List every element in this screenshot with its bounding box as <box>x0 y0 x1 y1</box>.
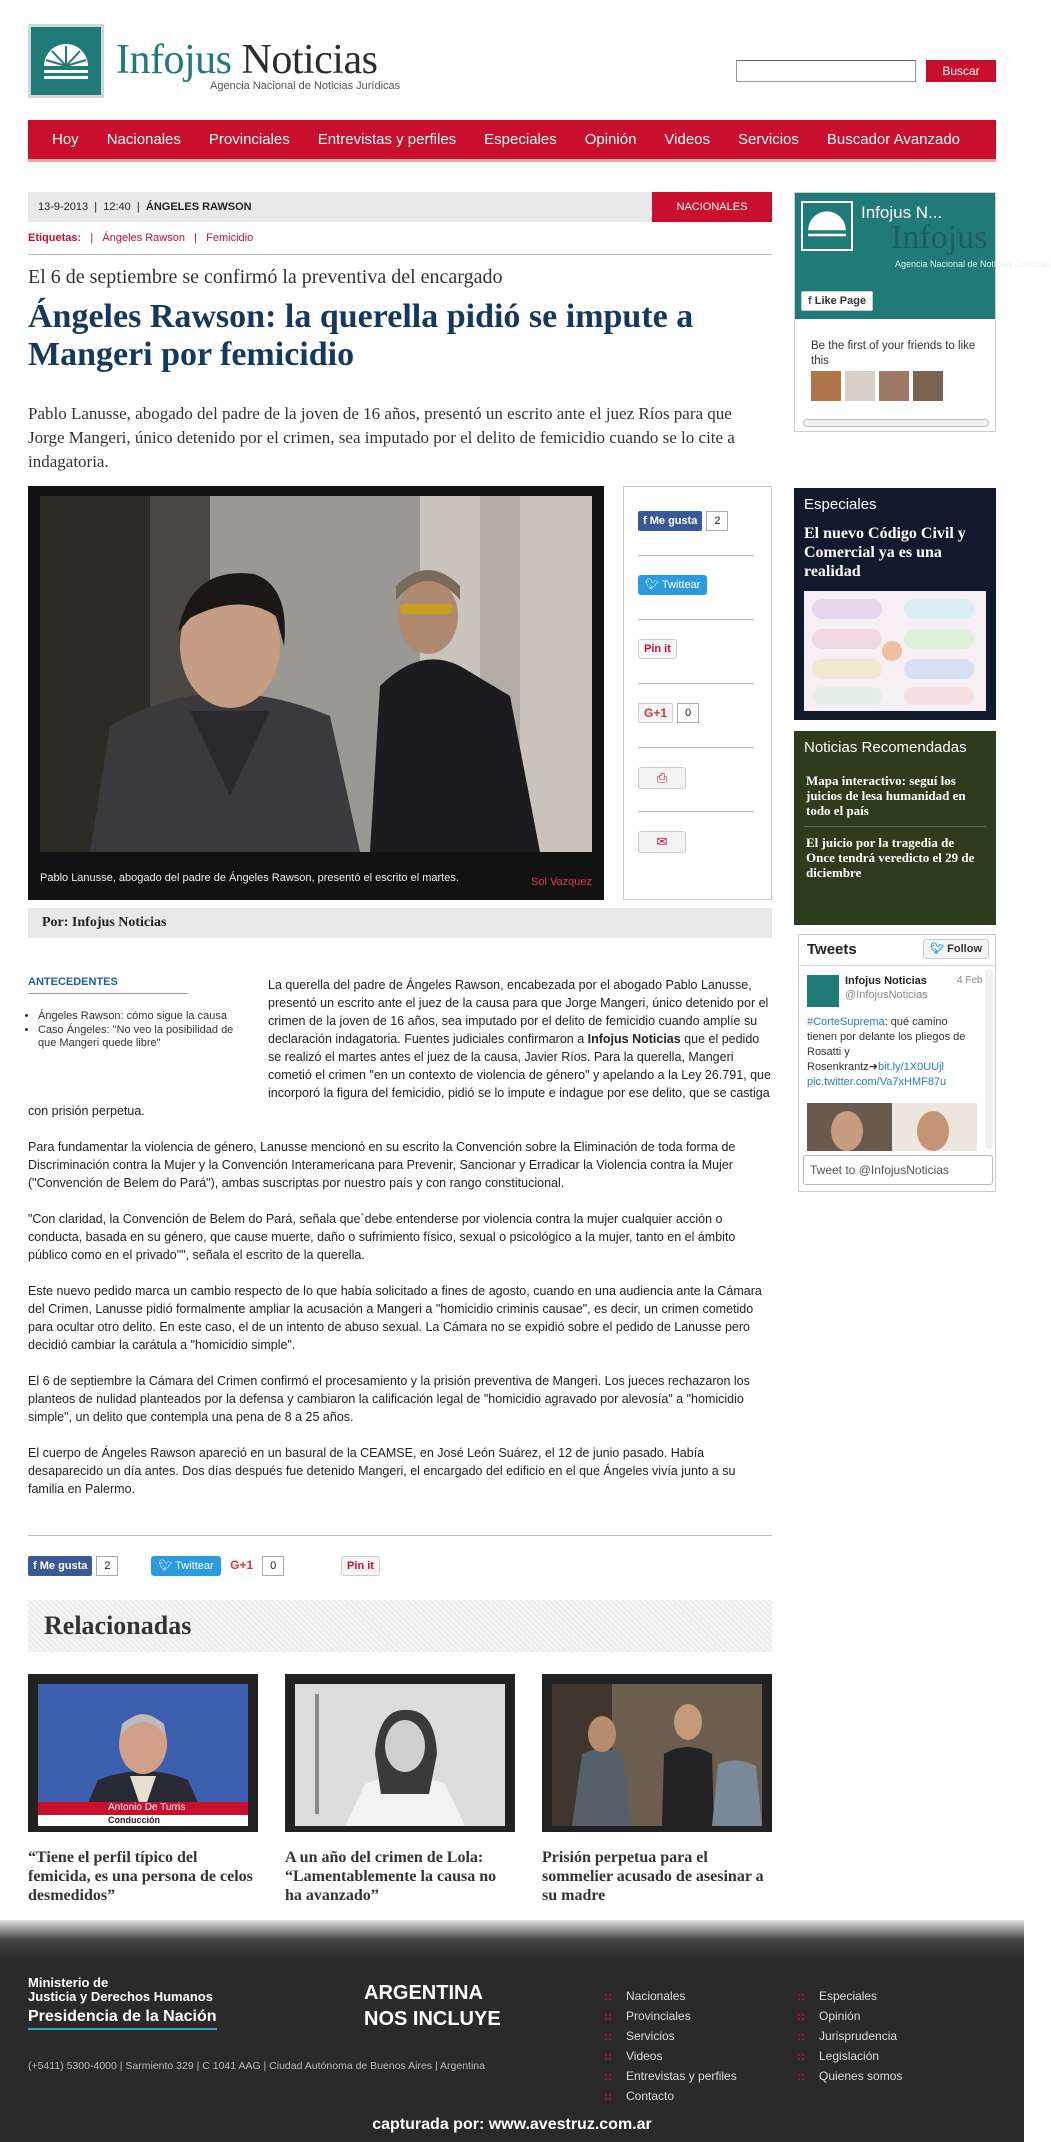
facebook-like-button[interactable] <box>28 1556 92 1576</box>
section-badge[interactable]: NACIONALES <box>652 192 772 222</box>
antecedentes-title: ANTECEDENTES <box>28 976 118 988</box>
article-photo-frame <box>28 486 604 900</box>
related-title[interactable]: A un año del crimen de Lola: “Lamentablemente la causa no ha avanzado” <box>285 1849 497 1904</box>
photo-caption: Pablo Lanusse, abogado del padre de Ángeles Rawson, presentó el escrito el martes. <box>40 872 459 884</box>
fb-like-page-label: Like Page <box>814 295 867 307</box>
site-footer <box>0 1920 1024 2142</box>
logo-emblem-icon[interactable] <box>28 24 104 98</box>
twitter-follow-button[interactable] <box>923 939 989 959</box>
fb-friends-text: Be the first of your friends to like this <box>811 340 976 367</box>
body-paragraph: Para fundamentar la violencia de género, Lanusse mencionó en su escrito la Convención sobre la Eliminación de toda forma de Discriminación contra la Mujer y la Convención Interamericana para Prevenir, Sancionar y Erradicar la Violencia contra la Mujer ("Convención de Belem do Pará"), ambas suscriptas por nuestro país y con rango constitucional. <box>28 1140 736 1190</box>
logo-word-noticias: Noticias <box>231 37 378 83</box>
especiales-title[interactable]: El nuevo Código Civil y Comercial ya es una realidad <box>804 525 966 580</box>
related-image[interactable] <box>285 1674 515 1832</box>
related-heading: Relacionadas <box>28 1600 772 1652</box>
related-card[interactable] <box>542 1674 772 1905</box>
print-button[interactable] <box>638 767 686 789</box>
fb-like-count: 2 <box>96 1556 118 1576</box>
tweet-hashtag[interactable]: #CorteSuprema <box>807 1016 885 1028</box>
nav-item-provinciales[interactable]: Provinciales <box>208 131 290 148</box>
fb-cover-logo: Infojus <box>891 219 988 256</box>
article-photo[interactable] <box>40 496 592 852</box>
fb-page-name[interactable]: Infojus N... <box>861 203 943 222</box>
article-byline: Por: Infojus Noticias <box>28 908 772 938</box>
facebook-icon: f <box>808 295 815 307</box>
tags-row: Etiquetas: | Ángeles Rawson | Femicidio <box>28 232 254 244</box>
tweet-button[interactable] <box>151 1556 220 1576</box>
follow-label: Follow <box>947 943 982 955</box>
tweet-handle: @InfojusNoticias <box>845 989 928 1001</box>
footer-argentina: ARGENTINA <box>364 1982 483 2004</box>
recomendada-link[interactable]: El juicio por la tragedia de Once tendrá veredicto el 29 de diciembre <box>806 835 975 880</box>
envelope-icon: ✉ <box>656 834 668 849</box>
google-plus-button[interactable]: G+1 <box>638 703 673 723</box>
fb-like-page-button[interactable] <box>801 291 873 311</box>
footer-link[interactable]: :: Opinión <box>797 2006 902 2026</box>
tags-label: Etiquetas: <box>28 232 82 244</box>
search-input[interactable] <box>736 60 916 82</box>
site-header <box>28 24 996 104</box>
footer-link[interactable]: :: Videos <box>604 2046 737 2066</box>
avatar[interactable] <box>913 371 943 401</box>
avatar[interactable] <box>811 371 841 401</box>
recomendada-link[interactable]: Mapa interactivo: seguí los juicios de lesa humanidad en todo el país <box>806 773 966 818</box>
footer-ministerio[interactable]: Ministerio de Justicia y Derechos Humanos <box>28 1975 213 2004</box>
footer-link[interactable]: :: Especiales <box>797 1986 902 2006</box>
article-kicker: El 6 de septiembre se confirmó la preventiva del encargado <box>28 266 503 288</box>
recomendadas-box <box>794 731 996 925</box>
related-card[interactable] <box>285 1674 515 1905</box>
capture-watermark: capturada por: www.avestruz.com.ar <box>372 2116 652 2133</box>
share-bar-bottom <box>28 1556 772 1578</box>
especiales-box <box>794 488 996 720</box>
antecedentes-link[interactable]: Ángeles Rawson: cómo sigue la causa <box>38 1010 227 1022</box>
footer-link[interactable]: :: Contacto <box>604 2086 737 2106</box>
tweet-label: Twittear <box>175 1560 214 1572</box>
nav-item-buscador[interactable]: Buscador Avanzado <box>826 131 961 148</box>
especiales-image[interactable] <box>804 591 986 711</box>
avatar[interactable] <box>845 371 875 401</box>
gplus-count: 0 <box>262 1556 284 1576</box>
article-headline: Ángeles Rawson: la querella pidió se impute a Mangeri por femicidio <box>28 298 694 373</box>
fb-like-count: 2 <box>706 511 728 531</box>
logo-tagline: Agencia Nacional de Noticias Jurídicas <box>210 80 401 92</box>
footer-link[interactable]: :: Quienes somos <box>797 2066 902 2086</box>
divider <box>28 254 772 255</box>
facebook-page-widget <box>794 192 1051 432</box>
facebook-icon: f <box>643 515 650 527</box>
tweet-link[interactable]: pic.twitter.com/Va7xHMF87u <box>807 1076 947 1088</box>
article-meta-bar: 13-9-2013 | 12:40 | ÁNGELES RAWSON NACIONALES <box>28 192 772 222</box>
nav-item-entrevistas[interactable]: Entrevistas y perfiles <box>317 131 457 148</box>
tweet-link[interactable]: bit.ly/1X0UUjl <box>877 1061 944 1073</box>
related-title[interactable]: “Tiene el perfil típico del femicida, es una persona de celos desmedidos” <box>28 1849 253 1904</box>
twitter-bird-icon: 🐦︎ <box>930 943 948 955</box>
tag-link-femicidio[interactable]: Femicidio <box>206 232 254 244</box>
related-image[interactable] <box>542 1674 772 1832</box>
site-logo[interactable] <box>116 36 377 84</box>
nav-item-servicios[interactable]: Servicios <box>738 131 799 148</box>
twitter-widget <box>798 934 996 1192</box>
share-column <box>623 486 772 900</box>
body-paragraph: "Con claridad, la Convención de Belem do Pará, señala que`debe entenderse por violencia contra la mujer cualquier acción o conducta, basada en su género, que cause muerte, daño o sufrimiento físico, sexual o psicológico a la mujer, tanto en el ámbito público como en el privado"", señala el escrito de la querella. <box>28 1212 736 1262</box>
related-image[interactable] <box>28 1674 258 1832</box>
article-date: 13-9-2013 <box>38 201 89 213</box>
tweets-scrollbar[interactable] <box>985 969 993 1149</box>
tag-link-angeles[interactable]: Ángeles Rawson <box>102 232 185 244</box>
article-body <box>28 976 772 1516</box>
footer-links-col2 <box>797 1986 902 2086</box>
facebook-like-button[interactable] <box>638 511 702 531</box>
footer-link[interactable]: :: Legislación <box>797 2046 902 2066</box>
tweet-avatar[interactable] <box>807 975 839 1007</box>
footer-argentina-logo[interactable] <box>364 1980 501 2032</box>
footer-link[interactable]: :: Jurisprudencia <box>797 2026 902 2046</box>
tweet-date[interactable]: 4 Feb <box>957 975 983 986</box>
nav-item-nacionales[interactable]: Nacionales <box>106 131 181 148</box>
nav-item-especiales[interactable]: Especiales <box>484 131 557 148</box>
nav-item-videos[interactable]: Videos <box>664 131 711 148</box>
fb-like-label: Me gusta <box>649 515 698 527</box>
footer-address: (+5411) 5300-4000 | Sarmiento 329 | C 1041 AAG | Ciudad Autónoma de Buenos Aires | Argentina <box>28 2060 485 2072</box>
fb-widget-scrollbar[interactable] <box>803 419 989 427</box>
tweet-label: Twittear <box>661 579 701 591</box>
related-image-sublabel: Conducción <box>108 1815 160 1825</box>
avatar[interactable] <box>879 371 909 401</box>
facebook-icon: f <box>33 1560 40 1572</box>
pinterest-button[interactable]: Pin it <box>638 639 677 659</box>
tweet-button[interactable] <box>638 575 707 595</box>
footer-links-col1 <box>604 1986 737 2106</box>
related-title[interactable]: Prisión perpetua para el sommelier acusado de asesinar a su madre <box>542 1849 764 1904</box>
tweet-image[interactable] <box>807 1103 977 1151</box>
logo-word-infojus: Infojus <box>116 37 232 83</box>
facebook-page-cover[interactable] <box>795 193 1051 319</box>
twitter-bird-icon: 🐦︎ <box>158 1560 176 1572</box>
nav-item-opinion[interactable]: Opinión <box>584 131 637 148</box>
footer-link[interactable]: :: Entrevistas y perfiles <box>604 2066 737 2086</box>
footer-link[interactable]: :: Servicios <box>604 2026 737 2046</box>
related-card[interactable] <box>28 1674 258 1905</box>
print-icon: ⎙ <box>656 770 668 785</box>
footer-presidencia[interactable]: Presidencia de la Nación <box>28 2008 217 2030</box>
tweet-text <box>807 1015 979 1090</box>
twitter-bird-icon: 🐦︎ <box>645 579 662 591</box>
footer-nos-incluye: NOS INCLUYE <box>364 2008 501 2030</box>
google-plus-button[interactable]: G+1 <box>230 1558 254 1572</box>
article-lead: Pablo Lanusse, abogado del padre de la joven de 16 años, presentó un escrito ante el juez Ríos para que Jorge Mangeri, único detenido por el crimen, sea imputado por el delito de femicidio cuando se lo cite a indagatoria. <box>28 404 735 471</box>
tweet-author[interactable]: Infojus Noticias <box>845 975 927 987</box>
body-emphasis: Infojus Noticias <box>587 1032 681 1046</box>
recomendadas-heading: Noticias Recomendadas <box>804 739 967 756</box>
nav-item-hoy[interactable]: Hoy <box>52 131 79 148</box>
especiales-heading: Especiales <box>804 496 877 513</box>
body-paragraph: El 6 de septiembre la Cámara del Crimen confirmó el procesamiento y la prisión preventiva de Mangeri. Los jueces rechazaron los planteos de nulidad planteados por la defensa y cambiaron la calificación legal de "homicidio agravado por alevosía" a "homicidio simple", un delito que contempla una pena de 8 a 25 años. <box>28 1374 750 1424</box>
article-topic: ÁNGELES RAWSON <box>145 201 252 213</box>
article-time: 12:40 <box>103 201 131 213</box>
tweet-to-input[interactable]: Tweet to @InfojusNoticias <box>803 1155 993 1185</box>
body-paragraph: La querella del padre de Ángeles Rawson, encabezada por el abogado Pablo Lanusse, presentó un escrito ante el juez de la causa para que Jorge Mangeri, único detenido por el crimen de la joven de 16 años, sea imputado por el delito de femicidio cuando amplíe su declaración indagatoria. Fuentes judiciales confirmaron a Infojus Noticias que el pedido se realizó el martes antes el juez de la causa, Javier Ríos. Para la querella, Mangeri cometió el crimen "en un contexto de violencia de género" y apelando a la Ley 26.791, que incorporó la figura del femicidio, pidió se lo impute e indague por ese delito, que se castiga con prisión perpetua. <box>28 978 771 1118</box>
fb-friend-avatars <box>811 371 951 401</box>
footer-link[interactable]: :: Nacionales <box>604 1986 737 2006</box>
fb-like-label: Me gusta <box>39 1560 88 1572</box>
tweets-heading: Tweets <box>807 941 857 958</box>
body-paragraph: El cuerpo de Ángeles Rawson apareció en un basural de la CEAMSE, en José León Suárez, el 12 de junio pasado. Había desaparecido un día antes. Dos días después fue detenido Mangeri, el encargado del edificio en el que Ángeles vivía junto a su familia en Palermo. <box>28 1446 736 1496</box>
body-paragraph: Este nuevo pedido marca un cambio respecto de lo que había solicitado a fines de agosto, cuando en una audiencia ante la Cámara del Crimen, Lanusse pidió formalmente ampliar la acusación a Mangeri a "homicidio criminis causae", es decir, un crimen cometido para ocultar otro delito. En este caso, el de un intento de abuso sexual. La Cámara no se expidió sobre el pedido de Lanusse pero decidió cambiar la carátula a "homicidio simple". <box>28 1284 762 1352</box>
footer-link[interactable]: :: Provinciales <box>604 2006 737 2026</box>
fb-cover-tagline: Agencia Nacional de Noticias Jurídicas <box>895 259 1051 269</box>
antecedentes-link[interactable]: Caso Ángeles: "No veo la posibilidad de que Mangeri quede libre" <box>38 1024 234 1049</box>
pinterest-button[interactable]: Pin it <box>341 1556 380 1576</box>
fb-page-avatar-icon <box>801 201 853 251</box>
main-nav <box>28 120 996 162</box>
tweet-body: : qué camino tienen por delante los pliegos de Rosatti y Rosenkrantz➜ <box>807 1016 966 1073</box>
search-button[interactable]: Buscar <box>926 60 996 82</box>
related-image-label: Antonio De Turris <box>108 1802 186 1813</box>
email-button[interactable] <box>638 831 686 853</box>
photo-credit: Sol Vazquez <box>531 876 592 888</box>
gplus-count: 0 <box>677 703 699 723</box>
